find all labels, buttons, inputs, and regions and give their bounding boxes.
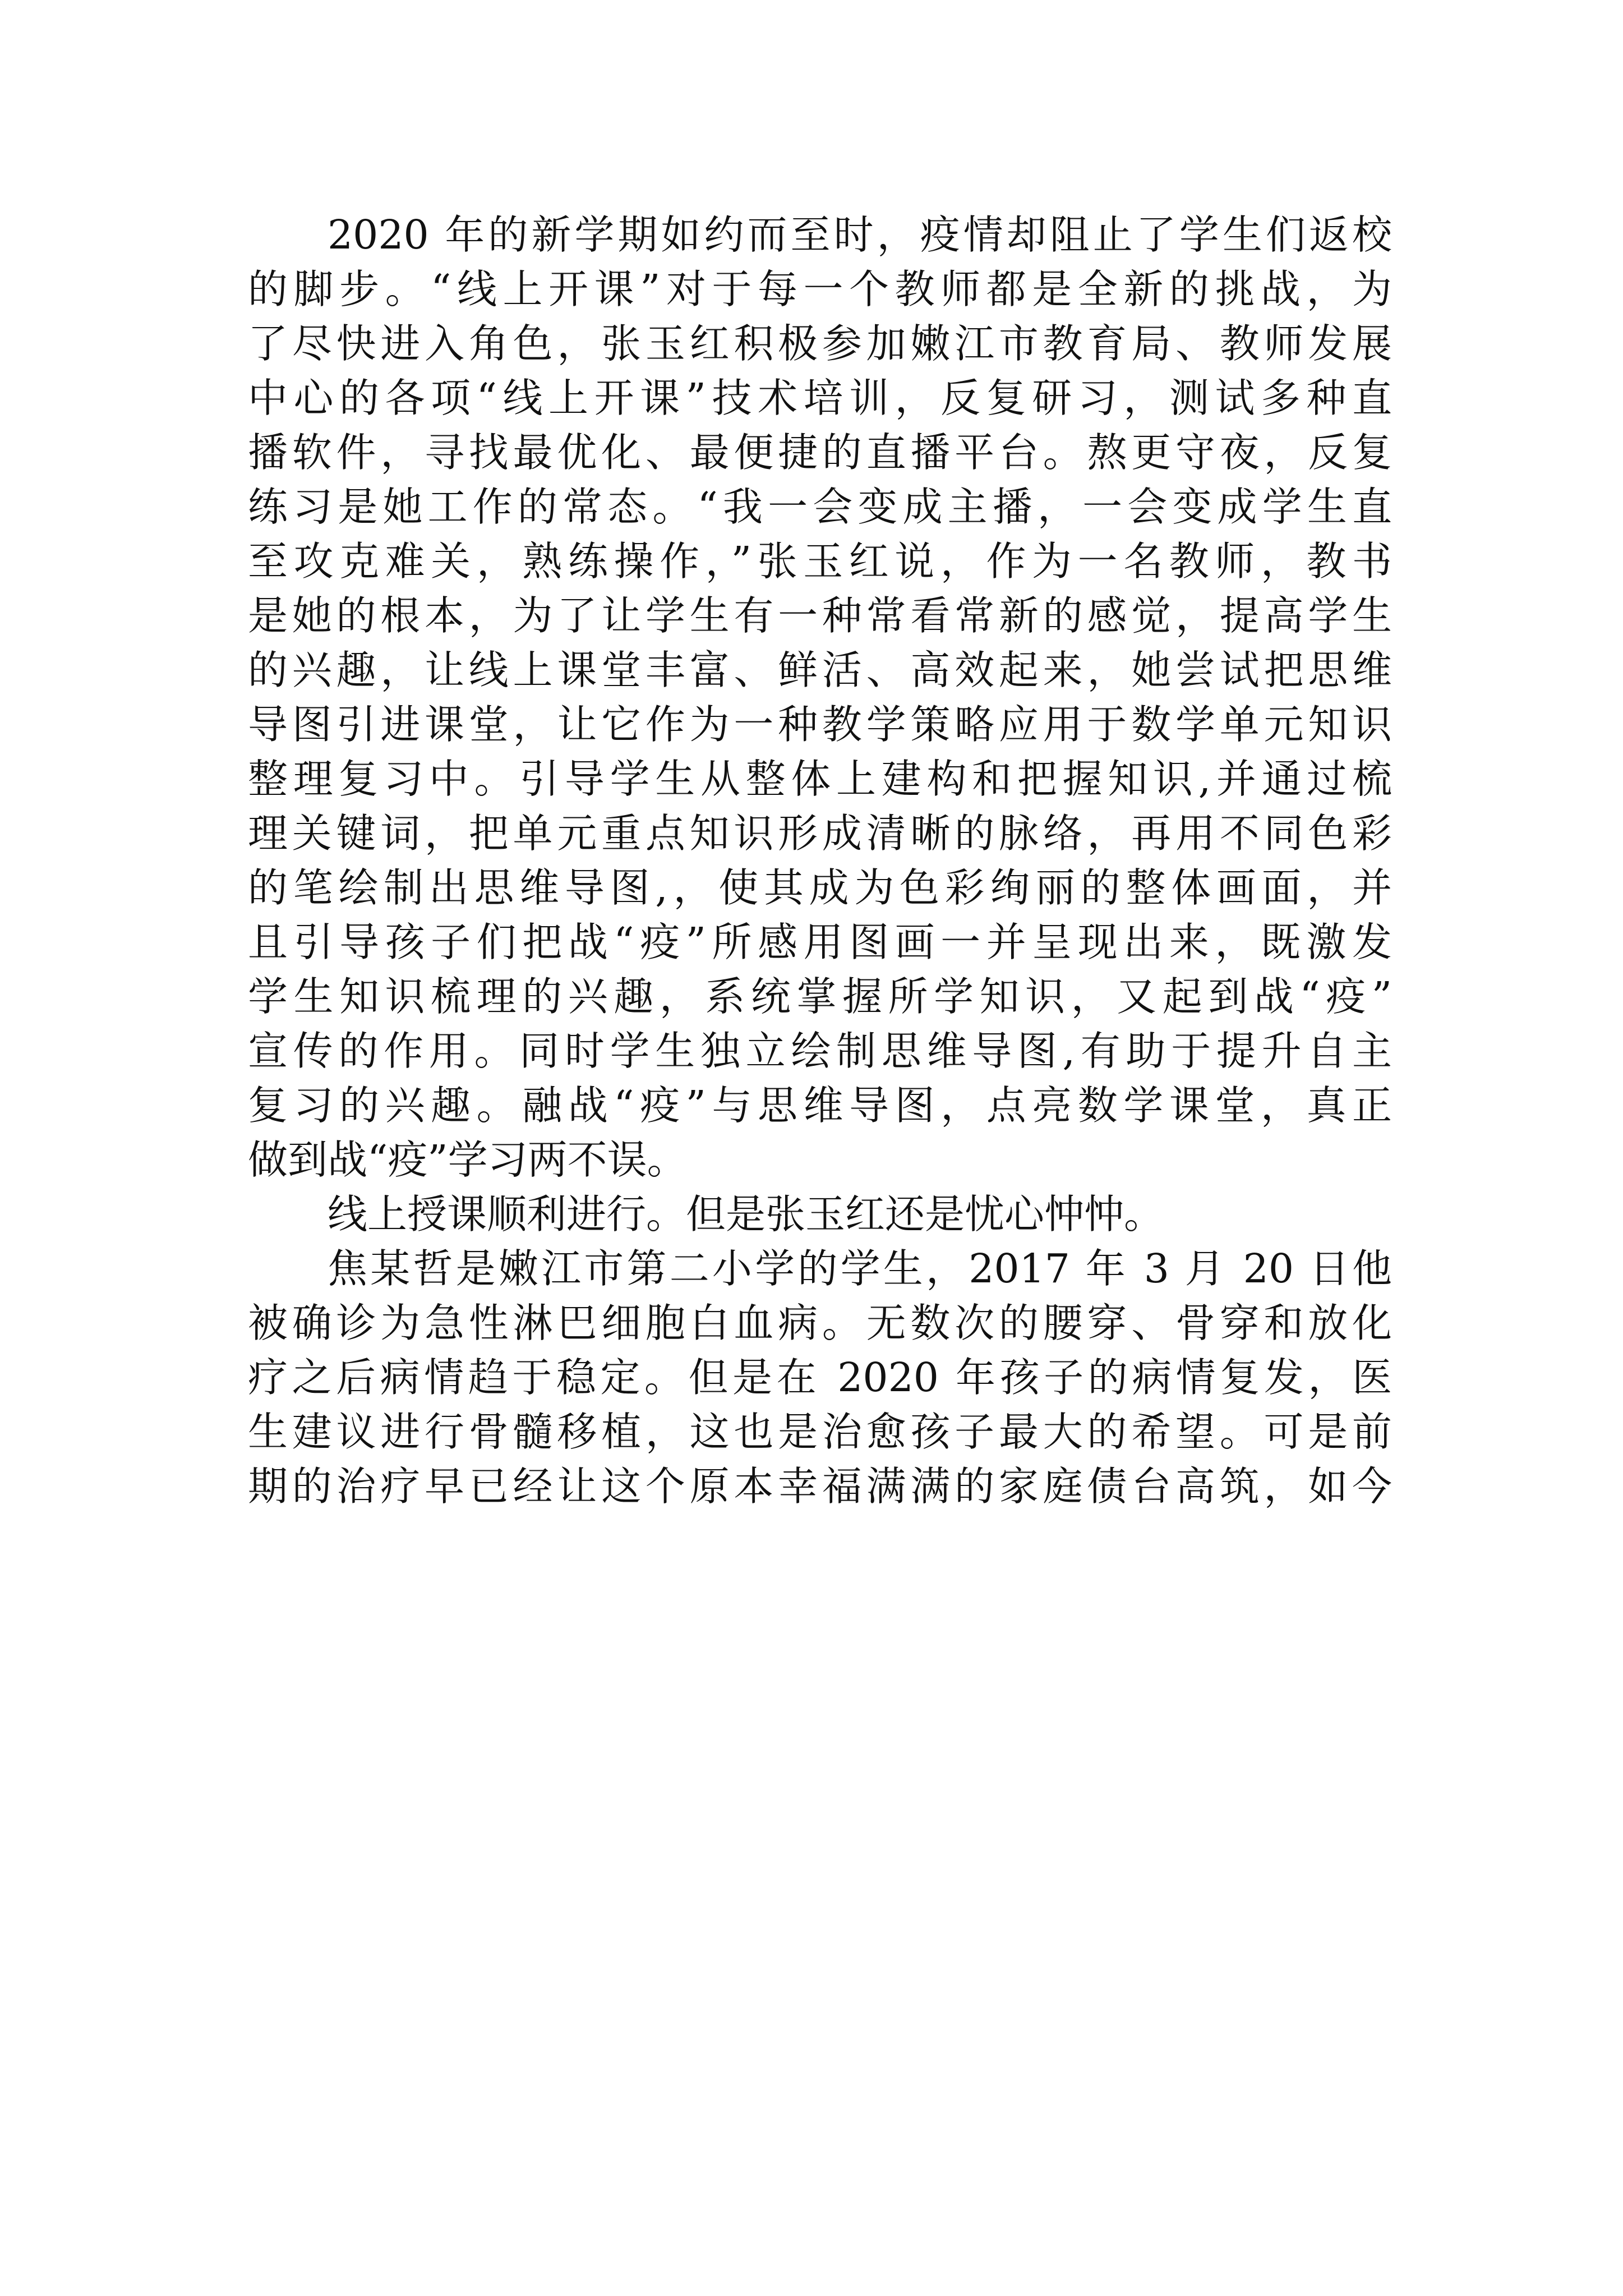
paragraph-1-line-2: 的脚步。“线上开课”对于每一个教师都是全新的挑战，为	[248, 266, 1392, 312]
paragraph-3-line-5: 期的治疗早已经让这个原本幸福满满的家庭债台高筑，如今	[248, 1463, 1392, 1510]
paragraph-1-line-11: 整理复习中。引导学生从整体上建构和把握知识,并通过梳	[248, 756, 1392, 802]
paragraph-1-line-1: 2020 年的新学期如约而至时，疫情却阻止了学生们返校	[328, 211, 1392, 258]
paragraph-1-line-12: 理关键词，把单元重点知识形成清晰的脉络，再用不同色彩	[248, 810, 1392, 857]
paragraph-3-line-2: 被确诊为急性淋巴细胞白血病。无数次的腰穿、骨穿和放化	[248, 1300, 1392, 1346]
paragraph-3-line-3: 疗之后病情趋于稳定。但是在 2020 年孩子的病情复发，医	[248, 1354, 1392, 1401]
paragraph-1-line-17: 复习的兴趣。融战“疫”与思维导图，点亮数学课堂，真正	[248, 1082, 1392, 1129]
paragraph-1-line-8: 是她的根本，为了让学生有一种常看常新的感觉，提高学生	[248, 592, 1392, 639]
paragraph-1-line-7: 至攻克难关，熟练操作，”张玉红说，作为一名教师，教书	[248, 538, 1392, 585]
paragraph-1-line-6: 练习是她工作的常态。“我一会变成主播，一会变成学生直	[248, 484, 1392, 530]
paragraph-1-line-14: 且引导孩子们把战“疫”所感用图画一并呈现出来，既激发	[248, 919, 1392, 965]
paragraph-1-line-3: 了尽快进入角色，张玉红积极参加嫩江市教育局、教师发展	[248, 320, 1392, 367]
paragraph-3-line-4: 生建议进行骨髓移植，这也是治愈孩子最大的希望。可是前	[248, 1409, 1392, 1455]
paragraph-1-line-9: 的兴趣，让线上课堂丰富、鲜活、高效起来，她尝试把思维	[248, 647, 1392, 693]
paragraph-1-line-15: 学生知识梳理的兴趣，系统掌握所学知识，又起到战“疫”	[248, 973, 1392, 1020]
paragraph-1-line-18: 做到战“疫”学习两不误。	[248, 1137, 687, 1183]
paragraph-1-line-10: 导图引进课堂，让它作为一种教学策略应用于数学单元知识	[248, 701, 1392, 748]
document-body	[248, 208, 1392, 1513]
paragraph-2-line-1: 线上授课顺利进行。但是张玉红还是忧心忡忡。	[328, 1191, 1164, 1237]
paragraph-1-line-5: 播软件，寻找最优化、最便捷的直播平台。熬更守夜，反复	[248, 429, 1392, 476]
paragraph-1-line-13: 的笔绘制出思维导图,，使其成为色彩绚丽的整体画面，并	[248, 864, 1392, 911]
paragraph-1-line-4: 中心的各项“线上开课”技术培训，反复研习，测试多种直	[248, 375, 1392, 421]
paragraph-3-line-1: 焦某哲是嫩江市第二小学的学生，2017 年 3 月 20 日他	[328, 1245, 1392, 1292]
paragraph-1-line-16: 宣传的作用。同时学生独立绘制思维导图,有助于提升自主	[248, 1028, 1392, 1074]
